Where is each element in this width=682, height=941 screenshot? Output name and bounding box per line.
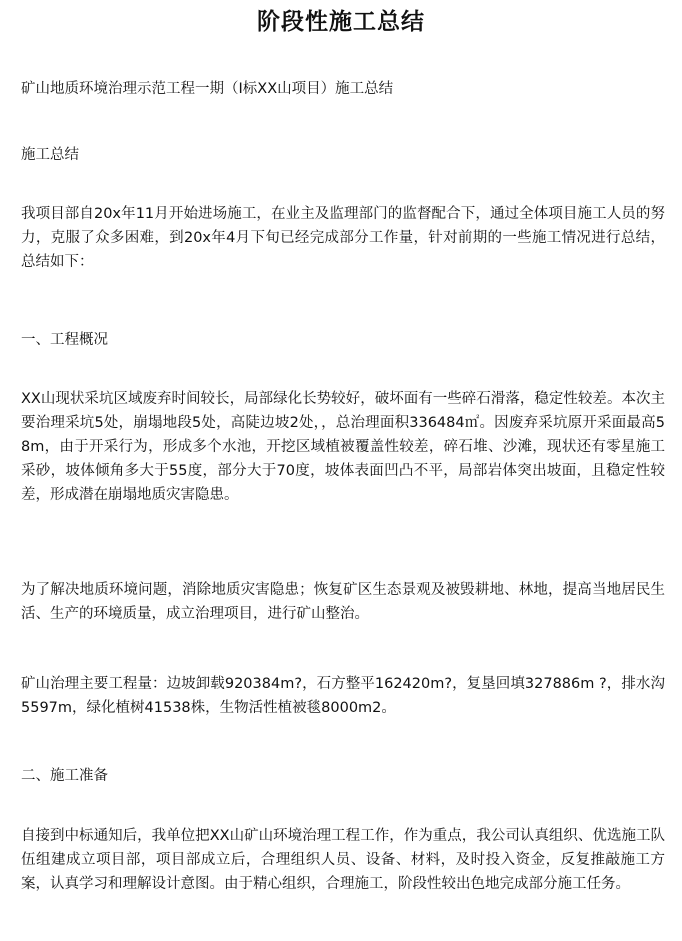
intro-paragraph: 我项目部自20x年11月开始进场施工，在业主及监理部门的监督配合下，通过全体项目施工人员的努力，克服了众多困难，到20x年4月下旬已经完成部分工作量，针对前期的一些施工情况进行总结，总结如下： [21, 206, 665, 270]
heading-overview: 一、工程概况 [21, 332, 108, 348]
heading-preparation: 二、施工准备 [21, 768, 108, 784]
section-label: 施工总结 [21, 147, 79, 163]
document-title: 阶段性施工总结 [257, 8, 425, 35]
project-subtitle: 矿山地质环境治理示范工程一期（Ⅰ标XX山项目）施工总结 [21, 81, 394, 97]
overview-paragraph-2: 为了解决地质环境问题，消除地质灾害隐患；恢复矿区生态景观及被毁耕地、林地，提高当地居民生活、生产的环境质量，成立治理项目，进行矿山整治。 [21, 582, 665, 622]
overview-paragraph-1: XX山现状采坑区域废弃时间较长，局部绿化长势较好，破坏面有一些碎石滑落，稳定性较差。本次主要治理采坑5处，崩塌地段5处，高陡边坡2处，，总治理面积336484㎡。因废弃采坑原开采面最高58m，由于开采行为，形成多个水池，开挖区域植被覆盖性较差，碎石堆、沙滩，现状还有零星施工采砂，坡体倾角多大于55度，部分大于70度，坡体表面凹凸不平，局部岩体突出坡面，且稳定性较差，形成潜在崩塌地质灾害隐患。 [21, 391, 665, 503]
overview-paragraph-3: 矿山治理主要工程量：边坡卸载920384m?，石方整平162420m?，复垦回填327886m ?，排水沟5597m，绿化植树41538株，生物活性植被毯8000m2。 [21, 676, 665, 716]
preparation-paragraph: 自接到中标通知后，我单位把XX山矿山环境治理工程工作，作为重点，我公司认真组织、优选施工队伍组建成立项目部，项目部成立后，合理组织人员、设备、材料，及时投入资金，反复推敲施工方案，认真学习和理解设计意图。由于精心组织，合理施工，阶段性较出色地完成部分施工任务。 [21, 828, 665, 892]
